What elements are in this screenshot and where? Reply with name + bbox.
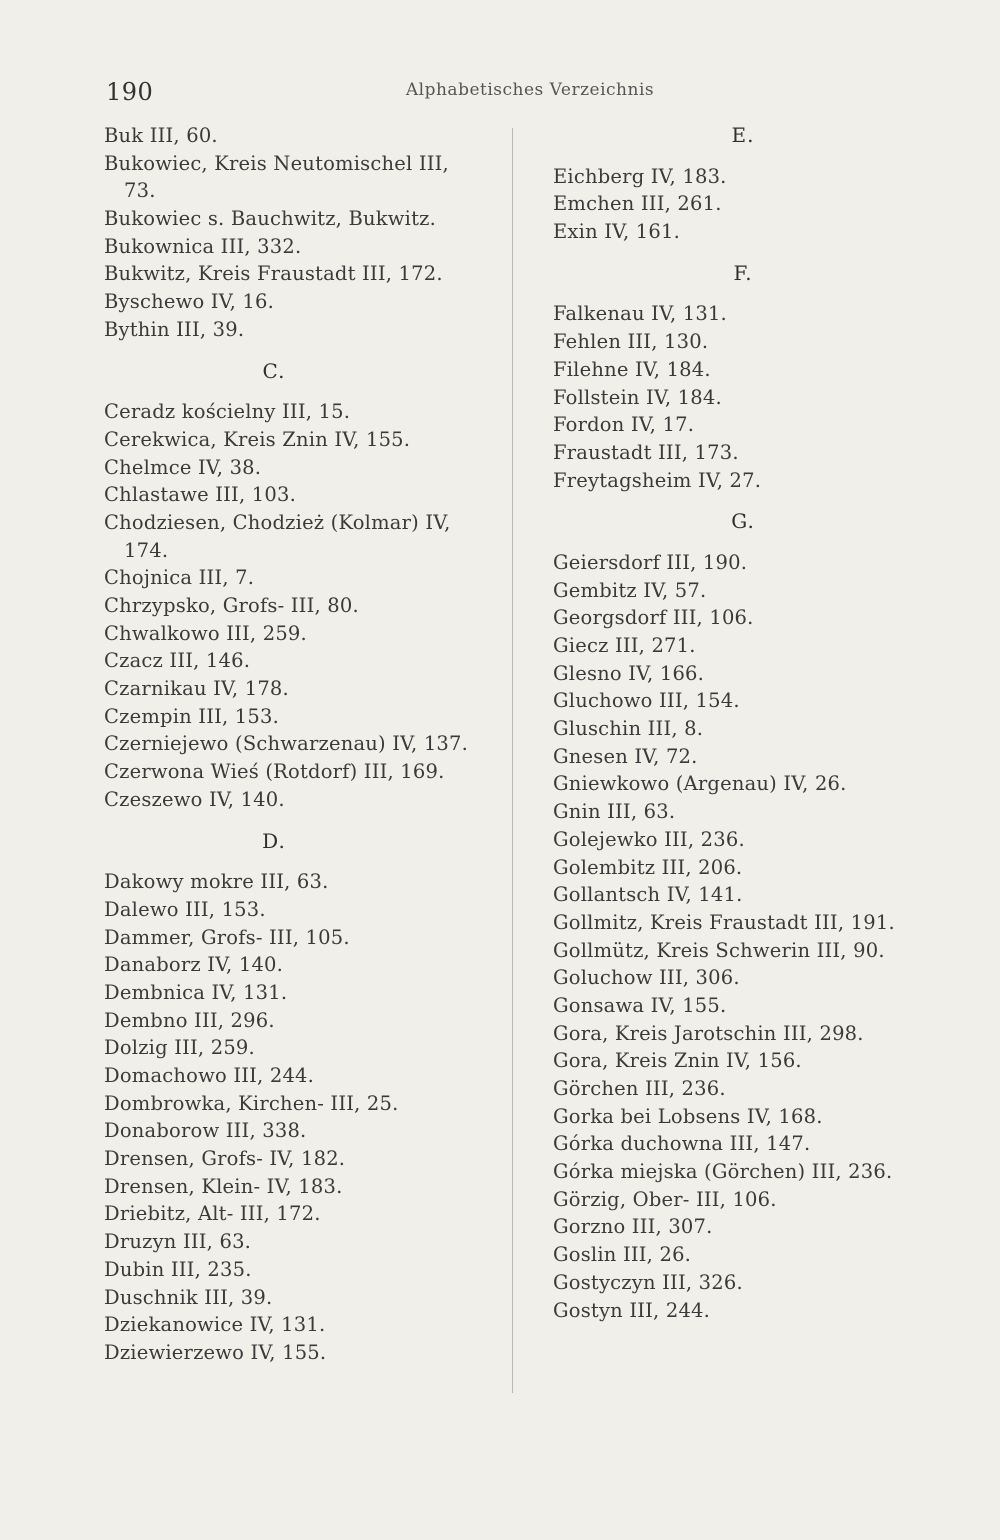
index-entry: Glesno IV, 166.: [553, 661, 705, 685]
index-entry: Görchen III, 236.: [553, 1077, 726, 1100]
index-entry: Gollantsch IV, 141.: [553, 883, 743, 907]
index-entry: Czerwona Wieś (Rotdorf) III, 169.: [104, 760, 445, 784]
index-entry: Exin IV, 161.: [553, 220, 681, 244]
index-entry: Goslin III, 26.: [553, 1243, 692, 1267]
index-entry: Dubin III, 235.: [104, 1257, 252, 1281]
index-entry: Gonsawa IV, 155.: [553, 993, 727, 1017]
index-entry: Chlastawe III, 103.: [104, 483, 296, 507]
running-head: Alphabetisches Verzeichnis: [405, 80, 655, 100]
index-entry: Drensen, Grofs- IV, 182.: [104, 1147, 346, 1171]
index-entry: Fehlen III, 130.: [553, 330, 709, 354]
index-entry: Chojnica III, 7.: [104, 566, 255, 590]
index-entry: Dalewo III, 153.: [104, 897, 266, 921]
index-entry: Follstein IV, 184.: [553, 385, 722, 409]
column-divider: [512, 128, 513, 1393]
index-entry: Fordon IV, 17.: [553, 413, 695, 437]
index-entry: Dembno III, 296.: [104, 1008, 275, 1032]
index-entry: Domachowo III, 244.: [104, 1064, 315, 1087]
index-entry: Buk III, 60.: [104, 124, 218, 147]
index-entry: Górka duchowna III, 147.: [553, 1132, 811, 1156]
index-entry: Bukwitz, Kreis Fraustadt III, 172.: [104, 262, 443, 286]
page-number: 190: [106, 78, 154, 106]
index-entry: Dammer, Grofs- III, 105.: [104, 925, 350, 949]
index-entry: Czarnikau IV, 178.: [104, 677, 289, 701]
index-entry: Giecz III, 271.: [553, 634, 696, 657]
index-entry: Georgsdorf III, 106.: [553, 606, 754, 630]
index-entry: Gnin III, 63.: [553, 800, 676, 824]
index-entry: Dakowy mokre III, 63.: [104, 870, 329, 894]
index-entry: Golembitz III, 206.: [553, 855, 743, 879]
index-entry: Drensen, Klein- IV, 183.: [104, 1174, 343, 1198]
index-entry: Dziekanowice IV, 131.: [104, 1313, 326, 1337]
index-entry: Donaborow III, 338.: [104, 1119, 307, 1143]
index-entry: Geiersdorf III, 190.: [553, 550, 748, 574]
index-entry: Gnesen IV, 72.: [553, 744, 698, 768]
index-entry: Dolzig III, 259.: [104, 1036, 255, 1060]
index-entry: Bythin III, 39.: [104, 317, 245, 341]
index-entry: Cerekwica, Kreis Znin IV, 155.: [104, 427, 411, 451]
index-entry: Eichberg IV, 183.: [553, 164, 727, 188]
index-entry: Gora, Kreis Jarotschin III, 298.: [553, 1021, 864, 1045]
index-entry: Filehne IV, 184.: [553, 357, 711, 381]
index-entry: Driebitz, Alt- III, 172.: [104, 1202, 321, 1226]
index-entry: Duschnik III, 39.: [104, 1285, 273, 1309]
index-entry: Gostyczyn III, 326.: [553, 1270, 743, 1294]
index-entry: Freytagsheim IV, 27.: [553, 468, 762, 492]
index-entry: Czempin III, 153.: [104, 704, 280, 728]
index-entry: Goluchow III, 306.: [553, 966, 740, 990]
index-entry: Gorka bei Lobsens IV, 168.: [553, 1104, 823, 1128]
index-entry: Görzig, Ober- III, 106.: [553, 1187, 777, 1211]
index-entry: Falkenau IV, 131.: [553, 302, 727, 326]
index-entry: Fraustadt III, 173.: [553, 440, 739, 464]
index-entry: Danaborz IV, 140.: [104, 953, 284, 977]
index-entry: Czacz III, 146.: [104, 649, 251, 673]
index-entry: Dembnica IV, 131.: [104, 980, 288, 1004]
right-index-column: [553, 122, 933, 1324]
index-entry: Golejewko III, 236.: [553, 827, 745, 851]
index-entry: Gluschin III, 8.: [553, 717, 704, 741]
index-entry: Górka miejska (Görchen) III, 236.: [553, 1160, 893, 1184]
index-entry: Gniewkowo (Argenau) IV, 26.: [553, 772, 847, 796]
index-entry: Gollmütz, Kreis Schwerin III, 90.: [553, 938, 885, 962]
left-index-column: [104, 122, 484, 1367]
index-entry: Chwalkowo III, 259.: [104, 621, 307, 645]
index-entry: Ceradz kościelny III, 15.: [104, 400, 351, 424]
index-entry: Chrzypsko, Grofs- III, 80.: [104, 594, 359, 617]
index-entry: Gollmitz, Kreis Fraustadt III, 191.: [553, 910, 895, 934]
index-entry: Druzyn III, 63.: [104, 1230, 252, 1254]
index-entry: Czerniejewo (Schwarzenau) IV, 137.: [104, 732, 469, 756]
index-entry: Dombrowka, Kirchen- III, 25.: [104, 1091, 399, 1115]
letter-heading: C.: [262, 358, 286, 383]
index-entry: Gostyn III, 244.: [553, 1298, 711, 1322]
index-entry: Chodziesen, Chodzież (Kolmar) IV,: [104, 510, 451, 534]
letter-heading: G.: [731, 509, 755, 534]
index-entry: Emchen III, 261.: [553, 192, 722, 216]
index-entry-continuation: 73.: [124, 179, 156, 203]
letter-heading: E.: [731, 123, 755, 147]
index-entry: Dziewierzewo IV, 155.: [104, 1340, 327, 1364]
index-entry: Bukownica III, 332.: [104, 234, 302, 258]
index-entry-continuation: 174.: [124, 538, 169, 562]
index-entry: Bukowiec s. Bauchwitz, Bukwitz.: [104, 207, 437, 231]
index-entry: Gora, Kreis Znin IV, 156.: [553, 1049, 802, 1073]
index-entry: Czeszewo IV, 140.: [104, 787, 285, 811]
index-entry: Gembitz IV, 57.: [553, 578, 707, 602]
index-entry: Byschewo IV, 16.: [104, 290, 274, 314]
index-entry: Bukowiec, Kreis Neutomischel III,: [104, 151, 449, 175]
index-entry: Chelmce IV, 38.: [104, 455, 262, 479]
letter-heading: D.: [262, 828, 286, 853]
letter-heading: F.: [733, 260, 753, 285]
index-entry: Gluchowo III, 154.: [553, 689, 740, 713]
index-entry: Gorzno III, 307.: [553, 1215, 713, 1239]
